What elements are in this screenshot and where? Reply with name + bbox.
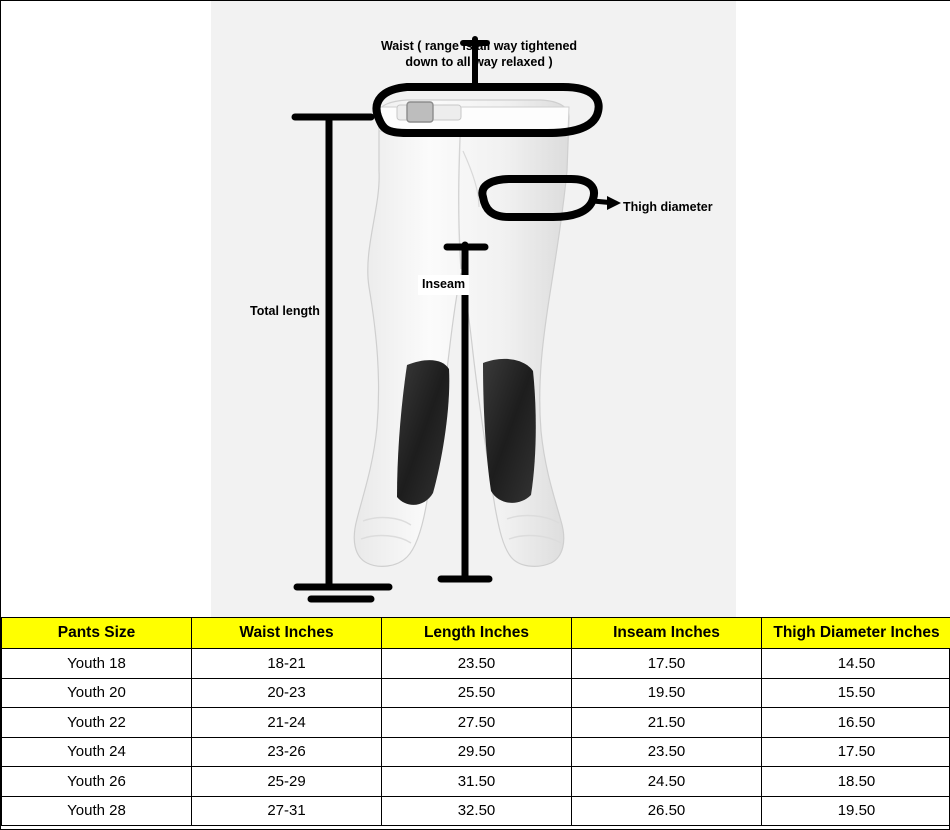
left-knee-panel — [397, 360, 449, 505]
belt-buckle — [407, 102, 433, 122]
cell-size: Youth 26 — [2, 767, 192, 797]
right-knee-panel — [483, 359, 536, 503]
pants-measurement-diagram — [1, 1, 950, 617]
cell-size: Youth 22 — [2, 708, 192, 738]
table-row — [2, 678, 950, 708]
total-length-label: Total length — [250, 304, 320, 318]
cell-inseam: 21.50 — [572, 708, 762, 738]
cell-waist: 27-31 — [192, 796, 382, 826]
waist-label — [359, 39, 599, 70]
cell-length: 32.50 — [382, 796, 572, 826]
cell-inseam: 19.50 — [572, 678, 762, 708]
size-chart-table — [1, 617, 950, 826]
cell-size: Youth 20 — [2, 678, 192, 708]
cell-inseam: 26.50 — [572, 796, 762, 826]
cell-thigh: 19.50 — [762, 796, 950, 826]
table-row — [2, 737, 950, 767]
thigh-arrow-head — [607, 196, 621, 210]
cell-waist: 20-23 — [192, 678, 382, 708]
cell-waist: 25-29 — [192, 767, 382, 797]
cell-thigh: 15.50 — [762, 678, 950, 708]
column-header-length-inches: Length Inches — [382, 618, 572, 649]
cell-length: 29.50 — [382, 737, 572, 767]
cell-thigh: 18.50 — [762, 767, 950, 797]
cell-inseam: 17.50 — [572, 649, 762, 679]
cell-thigh: 16.50 — [762, 708, 950, 738]
table-row — [2, 796, 950, 826]
cell-length: 25.50 — [382, 678, 572, 708]
cell-thigh: 14.50 — [762, 649, 950, 679]
cell-thigh: 17.50 — [762, 737, 950, 767]
cell-waist: 21-24 — [192, 708, 382, 738]
table-row — [2, 767, 950, 797]
cell-size: Youth 28 — [2, 796, 192, 826]
cell-inseam: 24.50 — [572, 767, 762, 797]
table-header-row — [2, 618, 950, 649]
cell-length: 23.50 — [382, 649, 572, 679]
table-row — [2, 708, 950, 738]
cell-waist: 18-21 — [192, 649, 382, 679]
inseam-label: Inseam — [418, 275, 469, 295]
cell-size: Youth 18 — [2, 649, 192, 679]
column-header-pants-size: Pants Size — [2, 618, 192, 649]
cell-inseam: 23.50 — [572, 737, 762, 767]
waist-label-line2: down to all way relaxed ) — [405, 54, 553, 69]
cell-waist: 23-26 — [192, 737, 382, 767]
thigh-diameter-label: Thigh diameter — [623, 200, 713, 214]
cell-length: 31.50 — [382, 767, 572, 797]
cell-length: 27.50 — [382, 708, 572, 738]
column-header-waist-inches: Waist Inches — [192, 618, 382, 649]
waist-label-line1: Waist ( range is all way tightened — [380, 39, 578, 53]
table-row — [2, 649, 950, 679]
column-header-thigh-diameter-inches: Thigh Diameter Inches — [762, 618, 950, 649]
column-header-inseam-inches: Inseam Inches — [572, 618, 762, 649]
cell-size: Youth 24 — [2, 737, 192, 767]
